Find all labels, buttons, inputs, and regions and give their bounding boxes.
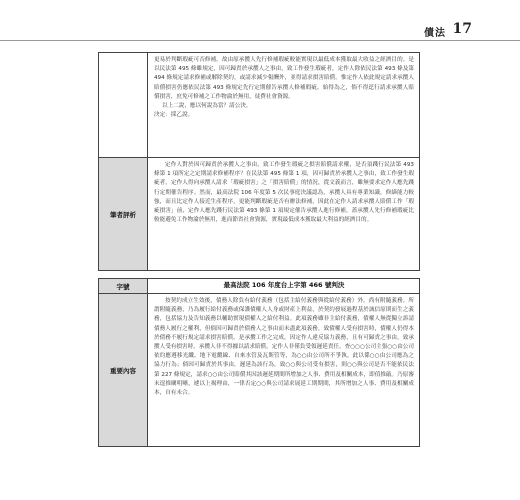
table-row (99, 53, 419, 157)
author-analysis-content (148, 158, 419, 270)
important-content (148, 294, 419, 446)
running-header-title: 債法 (424, 28, 446, 39)
paragraph: 定作人對於因可歸責於承攬人之事由，致工作發生瑕疵之損害賠償請求權，是否須踐行民法第 493 條第 1 項所定之定期請求修補程序？在民法第 495 條第 1 項，因可歸責於承攬人之事由，致工作發生瑕疵者，定作人得向承攬人請求「瑕疵損害」之「損害賠償」的情況，從文義而言，雖無要求定作人應先踐行定期催告程序。然而，最高法院 106 年度第 5 次民事庭決議認為，承攬人具有專業知識，修繕能力較強，而且比定作人接近生產程序，更能判斷瑕疵是否有辦法修補，因此在定作人請求承攬人賠償工作「瑕疵損害」前，定作人應先踐行民法第 493 條第 1 項規定催告承攬人進行修補，蓋承攬人先行修補瑕疵比較能避免工作物淪於無用，進而節省社會資源，實現最低成本獲取最大利益的經濟目的。 (154, 162, 414, 224)
header-divider (0, 40, 520, 41)
paragraph: 按契約成立生效後，債務人除負有給付義務（包括主給付義務與從給付義務）外，尚有附隨義務。所謂附隨義務，乃為履行給付義務或保護債權人人身或財產上利益，於契約發展過程基於誠信原則而生之義務，包括協力及告知義務以輔助實現債權人之給付利益。此項義務雖非主給付義務，債權人無從獨立訴請債務人履行之權利，但倘因可歸責於債務人之事由而未盡此項義務，致債權人受有損害時，債權人仍得本於債務不履行規定請求損害賠償。是承攬工作之完成，因定作人違反協力義務，且有可歸責之事由，致承攬人受有損害時，承攬人非不得據以請求賠償。定作人非僅負受領遲延責任。查○○○公司主張○○由公司依約應遵移光纖、地下電纜線、自來水管及瓦斯管等，為○○由公司所不爭執，此以係○○由公司應為之協力行為；倘因可歸責於其事由，遲延為該行為，致○○與公司受有損害，則○○與公司是否不能依民法第 227 條規定，請求○○由公司賠償其因該遲延期間所增加之人事、費用及相關成本，即值推敲。乃原審未遑推闡明晰，遽以上揭理由，一律否定○○與公司請求展延工期期間，其所增加之人事、費用及相關成本，自有未合。 (154, 298, 414, 397)
row-label (99, 53, 148, 157)
table-row (99, 279, 419, 293)
page-header (0, 22, 520, 44)
page-number: 17 (452, 21, 472, 37)
table-row (99, 293, 419, 446)
case-number-label: 字號 (99, 279, 148, 293)
row-content (148, 53, 419, 157)
case-table (98, 278, 420, 447)
table-row (99, 157, 419, 270)
case-title: 最高法院 106 年度台上字第 466 號判決 (223, 281, 345, 289)
row-label-author-analysis: 筆者評析 (99, 158, 148, 270)
important-content-label: 重要內容 (99, 294, 148, 446)
discussion-table (98, 52, 420, 271)
paragraph: 更易於判斷瑕疵可否修補，故由原承攬人先行修補瑕疵較能實現以最低成本獲取最大收益之經濟目的。是以民法第 495 條雖規定，因可歸責於承攬人之事由，致工作發生瑕疵者，定作人除依民法第 493 條及第 494 條規定請求修補或解除契約，或請求減少報酬外，並得請求損害賠償。惟定作人依此規定請求承攬人賠償損害仍應依民法第 493 條規定先行定期催告承攬人修補瑕疵，始得為之，倘不得逕行請求承攬人賠償損害，庶免可修補之工作物淪於無用，徒費社會資源。 (154, 57, 414, 100)
paragraph: 以上二說，應以何說為當？請公決。 (162, 103, 252, 110)
resolution-text: 決定：採乙說。 (154, 112, 194, 119)
